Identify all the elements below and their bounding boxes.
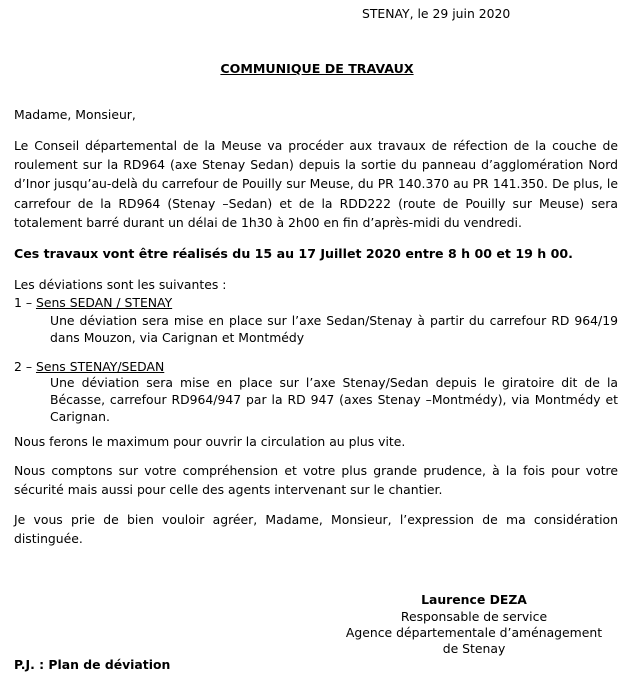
letter-date: STENAY, le 29 juin 2020 xyxy=(362,6,511,21)
signature-name: Laurence DEZA xyxy=(421,592,527,607)
intro-paragraph: Le Conseil départemental de la Meuse va procéder aux travaux de réfection de la couche de roulement sur la RD964 (axe Stenay Sedan) depuis la sortie du panneau d’agglomération Nord d’Inor jusqu’au-delà du carrefour de Pouilly sur Meuse, du PR 140.370 au PR 141.350. De plus, le carrefour de la RD964 (Stenay –Sedan) et de la RDD222 (route de Pouilly sur Meuse) sera totalement barré durant un délai de 1h30 à 2h00 en fin d’après-midi du vendredi. xyxy=(14,138,618,230)
deviation-item-1-text: Une déviation sera mise en place sur l’axe Sedan/Stenay à partir du carrefour RD 964/19 dans Mouzon, via Carignan et Montmédy xyxy=(50,313,618,345)
maximum-paragraph: Nous ferons le maximum pour ouvrir la circulation au plus vite. xyxy=(14,434,406,449)
signature-place: de Stenay xyxy=(442,641,506,656)
comprehension-paragraph: Nous comptons sur votre compréhension et votre plus grande prudence, à la fois pour votre sécurité mais aussi pour celle des agents intervenant sur le chantier. xyxy=(14,463,618,498)
attachment-note: P.J. : Plan de déviation xyxy=(14,657,171,672)
deviation-item-2-prefix: 2 – xyxy=(14,359,36,374)
deviation-item-1-prefix: 1 – xyxy=(14,295,36,310)
deviation-item-1-heading xyxy=(14,295,172,310)
deviation-item-1-label: Sens SEDAN / STENAY xyxy=(35,295,173,310)
deviation-item-2-text: Une déviation sera mise en place sur l’axe Stenay/Sedan depuis le giratoire dit de la Bécasse, carrefour RD964/947 par la RD 947 (axes Stenay –Montmédy), via Montmédy et Carignan. xyxy=(50,375,618,424)
signature-agency: Agence départementale d’aménagement xyxy=(345,625,603,640)
closing-paragraph: Je vous prie de bien vouloir agréer, Madame, Monsieur, l’expression de ma considération distinguée. xyxy=(14,512,618,547)
page-title: COMMUNIQUE DE TRAVAUX xyxy=(220,61,414,76)
deviation-item-2-label: Sens STENAY/SEDAN xyxy=(35,359,165,374)
schedule-line: Ces travaux vont être réalisés du 15 au 17 Juillet 2020 entre 8 h 00 et 19 h 00. xyxy=(14,246,573,261)
deviation-item-2-heading xyxy=(14,359,164,374)
salutation: Madame, Monsieur, xyxy=(14,107,136,122)
deviations-intro: Les déviations sont les suivantes : xyxy=(14,277,227,292)
signature-role: Responsable de service xyxy=(400,609,548,624)
